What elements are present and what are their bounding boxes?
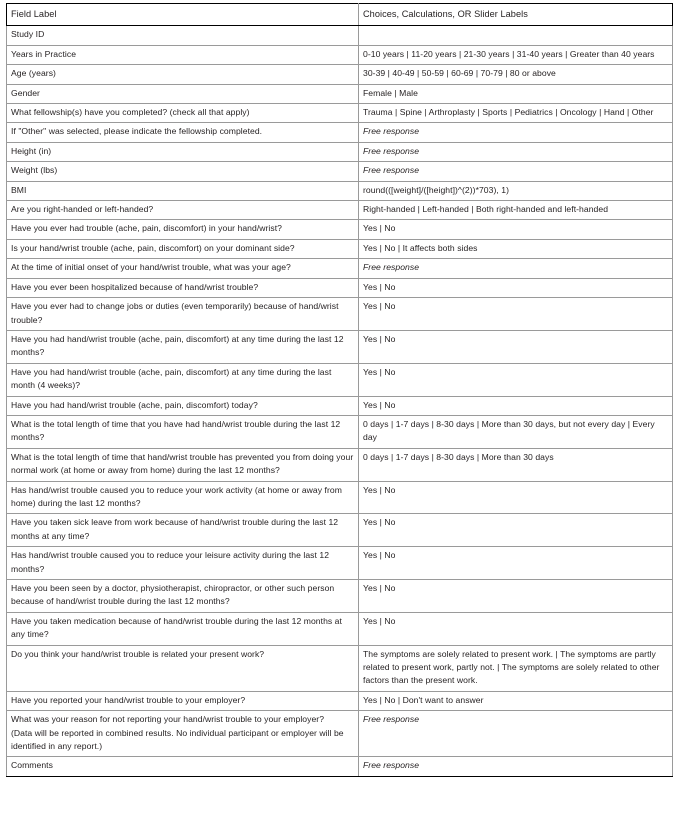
table-row <box>7 142 673 161</box>
table-row <box>7 481 673 514</box>
choices-cell: Trauma | Spine | Arthroplasty | Sports | Pediatrics | Oncology | Hand | Other <box>359 104 673 123</box>
choices-cell: 30-39 | 40-49 | 50-59 | 60-69 | 70-79 | 80 or above <box>359 65 673 84</box>
table-row <box>7 330 673 363</box>
table-row <box>7 547 673 580</box>
field-label-cell: Age (years) <box>7 65 359 84</box>
table-row <box>7 612 673 645</box>
choices-cell: Yes | No <box>359 363 673 396</box>
choices-cell: Yes | No | It affects both sides <box>359 239 673 258</box>
field-label-cell: What fellowship(s) have you completed? (check all that apply) <box>7 104 359 123</box>
field-label-cell: Comments <box>7 757 359 776</box>
table-row <box>7 162 673 181</box>
choices-cell: Yes | No | Don't want to answer <box>359 691 673 710</box>
choices-cell: Free response <box>359 142 673 161</box>
choices-cell: round(([weight]/([height])^(2))*703), 1) <box>359 181 673 200</box>
field-label-cell: Years in Practice <box>7 45 359 64</box>
field-label-cell: Have you been seen by a doctor, physiotherapist, chiropractor, or other such person because of hand/wrist trouble during the last 12 months? <box>7 580 359 613</box>
field-label-cell: Height (in) <box>7 142 359 161</box>
table-row <box>7 220 673 239</box>
choices-cell: Right-handed | Left-handed | Both right-handed and left-handed <box>359 201 673 220</box>
field-label-cell: Do you think your hand/wrist trouble is related your present work? <box>7 645 359 691</box>
column-header-choices: Choices, Calculations, OR Slider Labels <box>359 4 673 26</box>
choices-cell <box>359 26 673 45</box>
choices-cell: Yes | No <box>359 396 673 415</box>
field-label-cell: Have you had hand/wrist trouble (ache, pain, discomfort) at any time during the last month (4 weeks)? <box>7 363 359 396</box>
table-row <box>7 104 673 123</box>
field-label-cell: What is the total length of time that hand/wrist trouble has prevented you from doing your normal work (at home or away from home) during the last 12 months? <box>7 448 359 481</box>
choices-cell: 0 days | 1-7 days | 8-30 days | More than 30 days <box>359 448 673 481</box>
choices-cell: Free response <box>359 259 673 278</box>
table-row <box>7 757 673 776</box>
field-label-cell: Gender <box>7 84 359 103</box>
table-row <box>7 201 673 220</box>
choices-cell: Yes | No <box>359 298 673 331</box>
choices-cell: 0-10 years | 11-20 years | 21-30 years | 31-40 years | Greater than 40 years <box>359 45 673 64</box>
table-row <box>7 415 673 448</box>
field-label-cell: Weight (lbs) <box>7 162 359 181</box>
table-row <box>7 691 673 710</box>
field-label-cell: Have you taken sick leave from work because of hand/wrist trouble during the last 12 months at any time? <box>7 514 359 547</box>
table-row <box>7 448 673 481</box>
table-body <box>7 26 673 776</box>
field-label-cell: If "Other" was selected, please indicate the fellowship completed. <box>7 123 359 142</box>
field-label-cell: Is your hand/wrist trouble (ache, pain, discomfort) on your dominant side? <box>7 239 359 258</box>
table-row <box>7 645 673 691</box>
choices-cell: Free response <box>359 757 673 776</box>
table-header-row <box>7 4 673 26</box>
choices-cell: 0 days | 1-7 days | 8-30 days | More than 30 days, but not every day | Every day <box>359 415 673 448</box>
field-label-cell: Have you ever had to change jobs or duties (even temporarily) because of hand/wrist trouble? <box>7 298 359 331</box>
choices-cell: Yes | No <box>359 278 673 297</box>
field-label-cell: What was your reason for not reporting your hand/wrist trouble to your employer? (Data will be reported in combined results. No individual participant or employer will be identified in any report.) <box>7 711 359 757</box>
field-label-cell: BMI <box>7 181 359 200</box>
field-label-cell: Are you right-handed or left-handed? <box>7 201 359 220</box>
table-row <box>7 45 673 64</box>
table-row <box>7 123 673 142</box>
choices-cell: Yes | No <box>359 481 673 514</box>
field-label-cell: Has hand/wrist trouble caused you to reduce your work activity (at home or away from home) during the last 12 months? <box>7 481 359 514</box>
field-label-cell: Have you ever had trouble (ache, pain, discomfort) in your hand/wrist? <box>7 220 359 239</box>
table-header <box>7 4 673 26</box>
table-row <box>7 259 673 278</box>
table-row <box>7 514 673 547</box>
field-label-cell: What is the total length of time that you have had hand/wrist trouble during the last 12 months? <box>7 415 359 448</box>
table-row <box>7 363 673 396</box>
table-row <box>7 396 673 415</box>
field-label-cell: Have you reported your hand/wrist trouble to your employer? <box>7 691 359 710</box>
choices-cell: Free response <box>359 123 673 142</box>
table-row <box>7 26 673 45</box>
field-label-cell: At the time of initial onset of your hand/wrist trouble, what was your age? <box>7 259 359 278</box>
field-label-cell: Has hand/wrist trouble caused you to reduce your leisure activity during the last 12 months? <box>7 547 359 580</box>
table-row <box>7 298 673 331</box>
choices-cell: Yes | No <box>359 580 673 613</box>
table-row <box>7 84 673 103</box>
table-row <box>7 65 673 84</box>
choices-cell: Yes | No <box>359 220 673 239</box>
field-label-cell: Study ID <box>7 26 359 45</box>
field-label-cell: Have you taken medication because of hand/wrist trouble during the last 12 months at any time? <box>7 612 359 645</box>
table-row <box>7 278 673 297</box>
field-label-cell: Have you had hand/wrist trouble (ache, pain, discomfort) at any time during the last 12 months? <box>7 330 359 363</box>
data-dictionary-table <box>6 3 673 777</box>
field-label-cell: Have you had hand/wrist trouble (ache, pain, discomfort) today? <box>7 396 359 415</box>
choices-cell: Yes | No <box>359 514 673 547</box>
choices-cell: Yes | No <box>359 547 673 580</box>
choices-cell: Yes | No <box>359 330 673 363</box>
table-row <box>7 181 673 200</box>
table-row <box>7 711 673 757</box>
column-header-field-label: Field Label <box>7 4 359 26</box>
table-row <box>7 580 673 613</box>
choices-cell: Free response <box>359 711 673 757</box>
choices-cell: Yes | No <box>359 612 673 645</box>
choices-cell: Female | Male <box>359 84 673 103</box>
field-label-cell: Have you ever been hospitalized because of hand/wrist trouble? <box>7 278 359 297</box>
choices-cell: Free response <box>359 162 673 181</box>
table-row <box>7 239 673 258</box>
choices-cell: The symptoms are solely related to present work. | The symptoms are partly related to present work, partly not. | The symptoms are solely related to other factors than the present work. <box>359 645 673 691</box>
